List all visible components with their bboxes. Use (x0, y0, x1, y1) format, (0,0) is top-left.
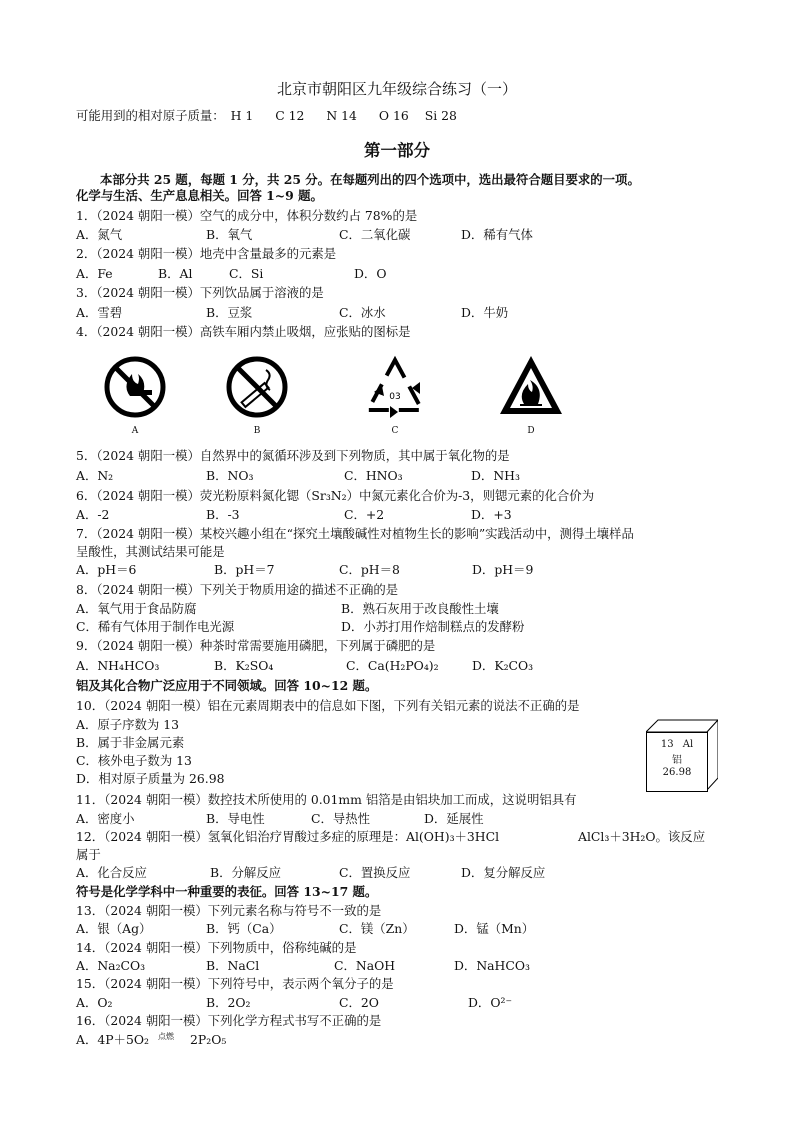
option-d: D．NH₃ (471, 468, 520, 483)
option-c: C．置换反应 (339, 865, 411, 880)
equation-left: A．4P＋5O₂ (76, 1032, 149, 1047)
atomic-mass-label: 可能用到的相对原子质量： (76, 108, 225, 123)
question-3-stem: 3．（2024 朝阳一模）下列饮品属于溶液的是 (76, 285, 324, 300)
question-14-stem: 14．（2024 朝阳一模）下列物质中，俗称纯碱的是 (76, 940, 357, 955)
option-a: A．氧气用于食品防腐 (76, 601, 197, 616)
option-c: C．镁（Zn） (339, 921, 415, 936)
flammable-warning-icon (496, 352, 566, 422)
option-a: A．氮气 (76, 227, 123, 242)
element-symbol: Al (682, 739, 694, 750)
question-16-stem: 16．（2024 朝阳一模）下列化学方程式书写不正确的是 (76, 1013, 382, 1028)
mass-si: Si 28 (424, 108, 457, 123)
option-d: D．O (354, 266, 387, 281)
question-2-stem: 2．（2024 朝阳一模）地壳中含量最多的元素是 (76, 246, 337, 261)
option-a: A．pH＝6 (76, 562, 137, 577)
question-10-option-b: B．属于非金属元素 (76, 735, 185, 750)
question-12-stem (76, 829, 706, 845)
question-12-stem-cont: 属于 (76, 847, 101, 862)
option-a: A．Fe (76, 266, 113, 281)
option-a: A．NH₄HCO₃ (76, 658, 160, 673)
question-4-signs (76, 352, 576, 442)
option-c: C．pH＝8 (339, 562, 400, 577)
option-d: D．NaHCO₃ (454, 958, 530, 973)
question-11-stem: 11．（2024 朝阳一模）数控技术所使用的 0.01mm 铝箔是由铝块加工而成，这说明铝具有 (76, 792, 577, 807)
option-b: B．K₂SO₄ (214, 658, 274, 673)
question-1-stem: 1．（2024 朝阳一模）空气的成分中，体积分数约占 78%的是 (76, 208, 418, 223)
option-c: C．Si (229, 266, 264, 281)
question-7-stem-cont: 呈酸性，其测试结果可能是 (76, 544, 225, 559)
part-title: 第一部分 (364, 141, 430, 160)
option-a: A．N₂ (76, 468, 114, 483)
option-b: B．2O₂ (206, 995, 251, 1010)
option-c: C．稀有气体用于制作电光源 (76, 619, 235, 634)
equation-right: 2P₂O₅ (190, 1032, 227, 1047)
option-d: D．K₂CO₃ (472, 658, 534, 673)
no-fire-sign-icon (100, 352, 170, 422)
sign-label-b: B (253, 426, 261, 436)
no-smoking-sign-icon (222, 352, 292, 422)
question-4-stem: 4．（2024 朝阳一模）高铁车厢内禁止吸烟，应张贴的图标是 (76, 324, 411, 339)
option-d: D．稀有气体 (461, 227, 533, 242)
option-b: B．NO₃ (206, 468, 254, 483)
option-c: C．导热性 (311, 811, 371, 826)
sign-label-c: C (391, 426, 399, 436)
option-a: A．化合反应 (76, 865, 147, 880)
option-d: D．O²⁻ (468, 995, 512, 1010)
cell-face (646, 732, 708, 792)
option-a: A．O₂ (76, 995, 113, 1010)
option-d: D．牛奶 (461, 305, 509, 320)
equation-condition: 点燃 (158, 1032, 174, 1041)
element-name: 铝 (672, 755, 682, 766)
section-heading-3: 符号是化学学科中一种重要的表征。回答 13~17 题。 (76, 884, 378, 899)
atomic-mass: 26.98 (662, 767, 692, 778)
option-b: B．分解反应 (210, 865, 282, 880)
option-b: B．钙（Ca） (206, 921, 282, 936)
question-12-stem-left: 12．（2024 朝阳一模）氢氧化铝治疗胃酸过多症的原理是：Al(OH)₃＋3HCl (76, 829, 500, 844)
question-10-option-c: C．核外电子数为 13 (76, 753, 192, 768)
question-15-stem: 15．（2024 朝阳一模）下列符号中，表示两个氧分子的是 (76, 976, 394, 991)
sign-label-d: D (527, 426, 535, 436)
recycle-number: 03 (389, 392, 401, 402)
question-7-stem: 7．（2024 朝阳一模）某校兴趣小组在“探究土壤酸碱性对植物生长的影响”实践活动中，测得土壤样品 (76, 526, 634, 541)
option-d: D．小苏打用作焙制糕点的发酵粉 (341, 619, 525, 634)
periodic-table-cell (646, 718, 716, 790)
part-intro: 本部分共 25 题，每题 1 分，共 25 分。在每题列出的四个选项中，选出最符合题目要求的一项。 (100, 172, 640, 187)
option-a: A．密度小 (76, 811, 135, 826)
question-16-option-a (76, 1032, 227, 1048)
question-13-stem: 13．（2024 朝阳一模）下列元素名称与符号不一致的是 (76, 903, 382, 918)
option-b: B．豆浆 (206, 305, 253, 320)
question-10-option-d: D．相对原子质量为 26.98 (76, 771, 225, 786)
option-d: D．延展性 (424, 811, 484, 826)
option-c: C．2O (339, 995, 379, 1010)
mass-n: N 14 (326, 108, 357, 123)
mass-c: C 12 (275, 108, 305, 123)
option-a: A．-2 (76, 507, 110, 522)
option-b: B．-3 (206, 507, 240, 522)
option-c: C．冰水 (339, 305, 386, 320)
question-10-stem: 10．（2024 朝阳一模）铝在元素周期表中的信息如下图，下列有关铝元素的说法不正确的是 (76, 698, 580, 713)
question-10-option-a: A．原子序数为 13 (76, 717, 179, 732)
option-a: A．银（Ag） (76, 921, 152, 936)
option-d: D．复分解反应 (461, 865, 546, 880)
question-12-stem-right: AlCl₃＋3H₂O。该反应 (578, 829, 706, 844)
option-d: D．锰（Mn） (454, 921, 535, 936)
option-a: A．雪碧 (76, 305, 123, 320)
atomic-mass-line (76, 108, 457, 124)
option-b: B．pH＝7 (214, 562, 275, 577)
option-b: B．Al (158, 266, 193, 281)
page-title: 北京市朝阳区九年级综合练习（一） (276, 80, 517, 98)
section-heading-1: 化学与生活、生产息息相关。回答 1~9 题。 (76, 188, 323, 203)
option-c: C．二氧化碳 (339, 227, 411, 242)
option-b: B．熟石灰用于改良酸性土壤 (341, 601, 499, 616)
option-b: B．NaCl (206, 958, 260, 973)
option-d: D．+3 (471, 507, 512, 522)
question-8-stem: 8．（2024 朝阳一模）下列关于物质用途的描述不正确的是 (76, 582, 399, 597)
option-c: C．HNO₃ (344, 468, 403, 483)
mass-h: H 1 (230, 108, 254, 123)
option-c: C．+2 (344, 507, 385, 522)
option-b: B．导电性 (206, 811, 265, 826)
sign-label-a: A (131, 426, 139, 436)
question-6-stem: 6．（2024 朝阳一模）荧光粉原料氮化锶（Sr₃N₂）中氮元素化合价为-3，则锶元素的化合价为 (76, 488, 595, 503)
mass-o: O 16 (378, 108, 409, 123)
section-heading-2: 铝及其化合物广泛应用于不同领域。回答 10~12 题。 (76, 678, 378, 693)
atomic-number: 13 (660, 739, 674, 750)
recycle-sign-icon (360, 352, 430, 422)
option-c: C．NaOH (334, 958, 396, 973)
option-a: A．Na₂CO₃ (76, 958, 146, 973)
option-b: B．氧气 (206, 227, 253, 242)
option-c: C．Ca(H₂PO₄)₂ (346, 658, 439, 673)
option-d: D．pH＝9 (472, 562, 534, 577)
question-5-stem: 5．（2024 朝阳一模）自然界中的氮循环涉及到下列物质，其中属于氧化物的是 (76, 448, 510, 463)
question-9-stem: 9．（2024 朝阳一模）种茶时常需要施用磷肥，下列属于磷肥的是 (76, 638, 436, 653)
